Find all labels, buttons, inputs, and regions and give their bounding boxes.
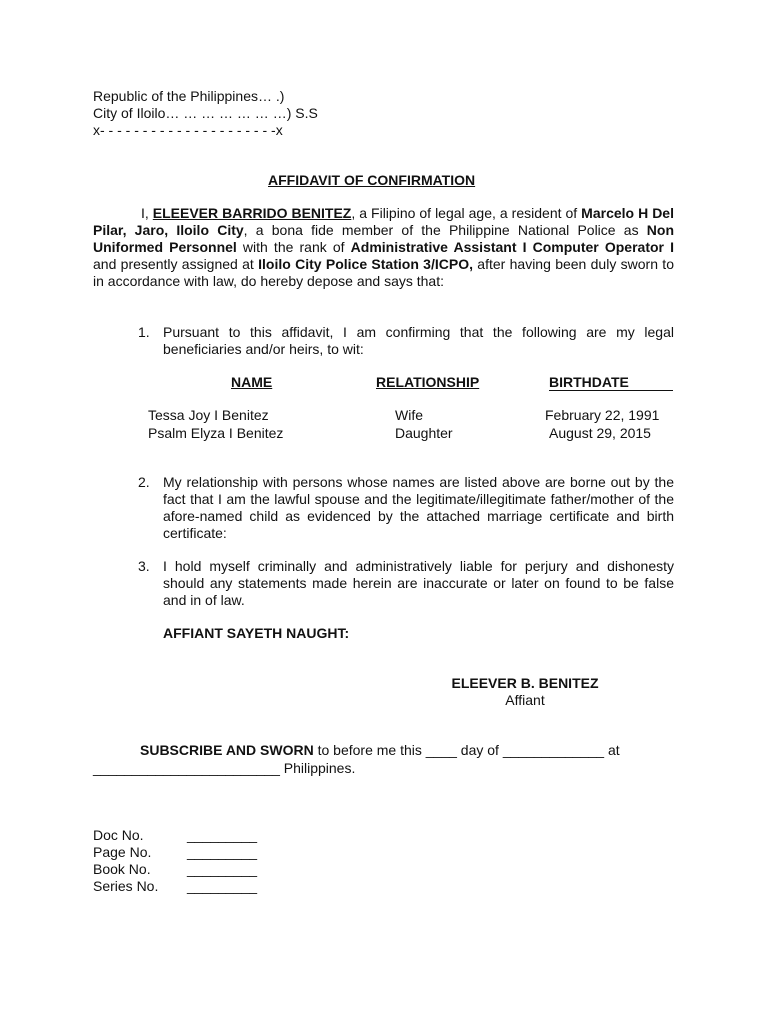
registry-label: Series No.	[93, 878, 159, 894]
intro-paragraph	[93, 205, 674, 290]
registry-blank: _________	[187, 844, 258, 860]
intro-text-6: after having been duly sworn to in accordance with law, do hereby depose and says that:	[93, 256, 674, 289]
list-text: Pursuant to this affidavit, I am confirming that the following are my legal beneficiaries and/or heirs, to wit:	[163, 324, 674, 357]
intro-text-1: I,	[141, 205, 153, 221]
intro-text-5: and presently assigned at	[93, 256, 259, 272]
table-row-2-birthdate: August 29, 2015	[549, 425, 651, 441]
affiant-rank: Administrative Assistant I Computer Operator I	[350, 239, 674, 255]
registry-row	[93, 878, 257, 895]
affiant-position: Non Uniformed Personnel	[93, 222, 674, 255]
affiant-station: Iloilo City Police Station 3/ICPO,	[258, 256, 473, 272]
header-divider: x- - - - - - - - - - - - - - - - - - - - -x	[93, 122, 283, 138]
table-row-1-name: Tessa Joy I Benitez	[148, 407, 269, 423]
affiant-role: Affiant	[505, 692, 545, 708]
registry-blank: _________	[187, 827, 258, 843]
list-text: My relationship with persons whose names are listed above are borne out by the fact that I am the lawful spouse and the legitimate/illegitimate father/mother of the afore-named child as evidenced by the attached marriage certificate and birth certificate:	[163, 474, 674, 541]
jurat-heading: SUBSCRIBE AND SWORN	[140, 742, 314, 758]
jurat-text-1: to before me this ____ day of _____________ at	[313, 742, 620, 758]
closing-statement: AFFIANT SAYETH NAUGHT:	[163, 625, 350, 641]
header-city: City of Iloilo… … … … … … …) S.S	[93, 105, 318, 121]
registry-label: Page No.	[93, 844, 152, 860]
jurat-text-2: ________________________ Philippines.	[93, 760, 356, 776]
table-row-1-birthdate: February 22, 1991	[545, 407, 660, 423]
registry-blank: _________	[187, 878, 258, 894]
affiant-address: Marcelo H Del Pilar, Jaro, Iloilo City	[93, 205, 674, 238]
table-header-relationship: RELATIONSHIP	[376, 374, 480, 390]
registry-blank: _________	[187, 861, 258, 877]
intro-text-3: , a bona fide member of the Philippine National Police as	[243, 222, 647, 238]
intro-text-2: , a Filipino of legal age, a resident of	[351, 205, 582, 221]
table-row-1-relationship: Wife	[395, 407, 423, 423]
list-number: 1.	[138, 324, 150, 340]
registry-row	[93, 861, 257, 878]
affiant-signature-name: ELEEVER B. BENITEZ	[451, 675, 599, 691]
table-header-birthdate: BIRTHDATE	[549, 374, 673, 391]
table-row-2-relationship: Daughter	[395, 425, 453, 441]
registry-row	[93, 827, 257, 844]
signature-block	[440, 675, 610, 709]
document-title: AFFIDAVIT OF CONFIRMATION	[268, 172, 476, 188]
list-number: 2.	[138, 474, 150, 490]
header-republic: Republic of the Philippines… .)	[93, 88, 285, 104]
registry-label: Book No.	[93, 861, 151, 877]
table-header-name: NAME	[231, 374, 273, 390]
intro-text-4: with the rank of	[236, 239, 351, 255]
list-number: 3.	[138, 558, 150, 574]
jurat-paragraph	[93, 742, 674, 759]
registry-label: Doc No.	[93, 827, 144, 843]
table-row-2-name: Psalm Elyza I Benitez	[148, 425, 284, 441]
affiant-full-name: ELEEVER BARRIDO BENITEZ	[152, 205, 352, 221]
list-text: I hold myself criminally and administratively liable for perjury and dishonesty should any statements made herein are inaccurate or later on found to be false and in of law.	[163, 558, 674, 608]
registry-row	[93, 844, 257, 861]
